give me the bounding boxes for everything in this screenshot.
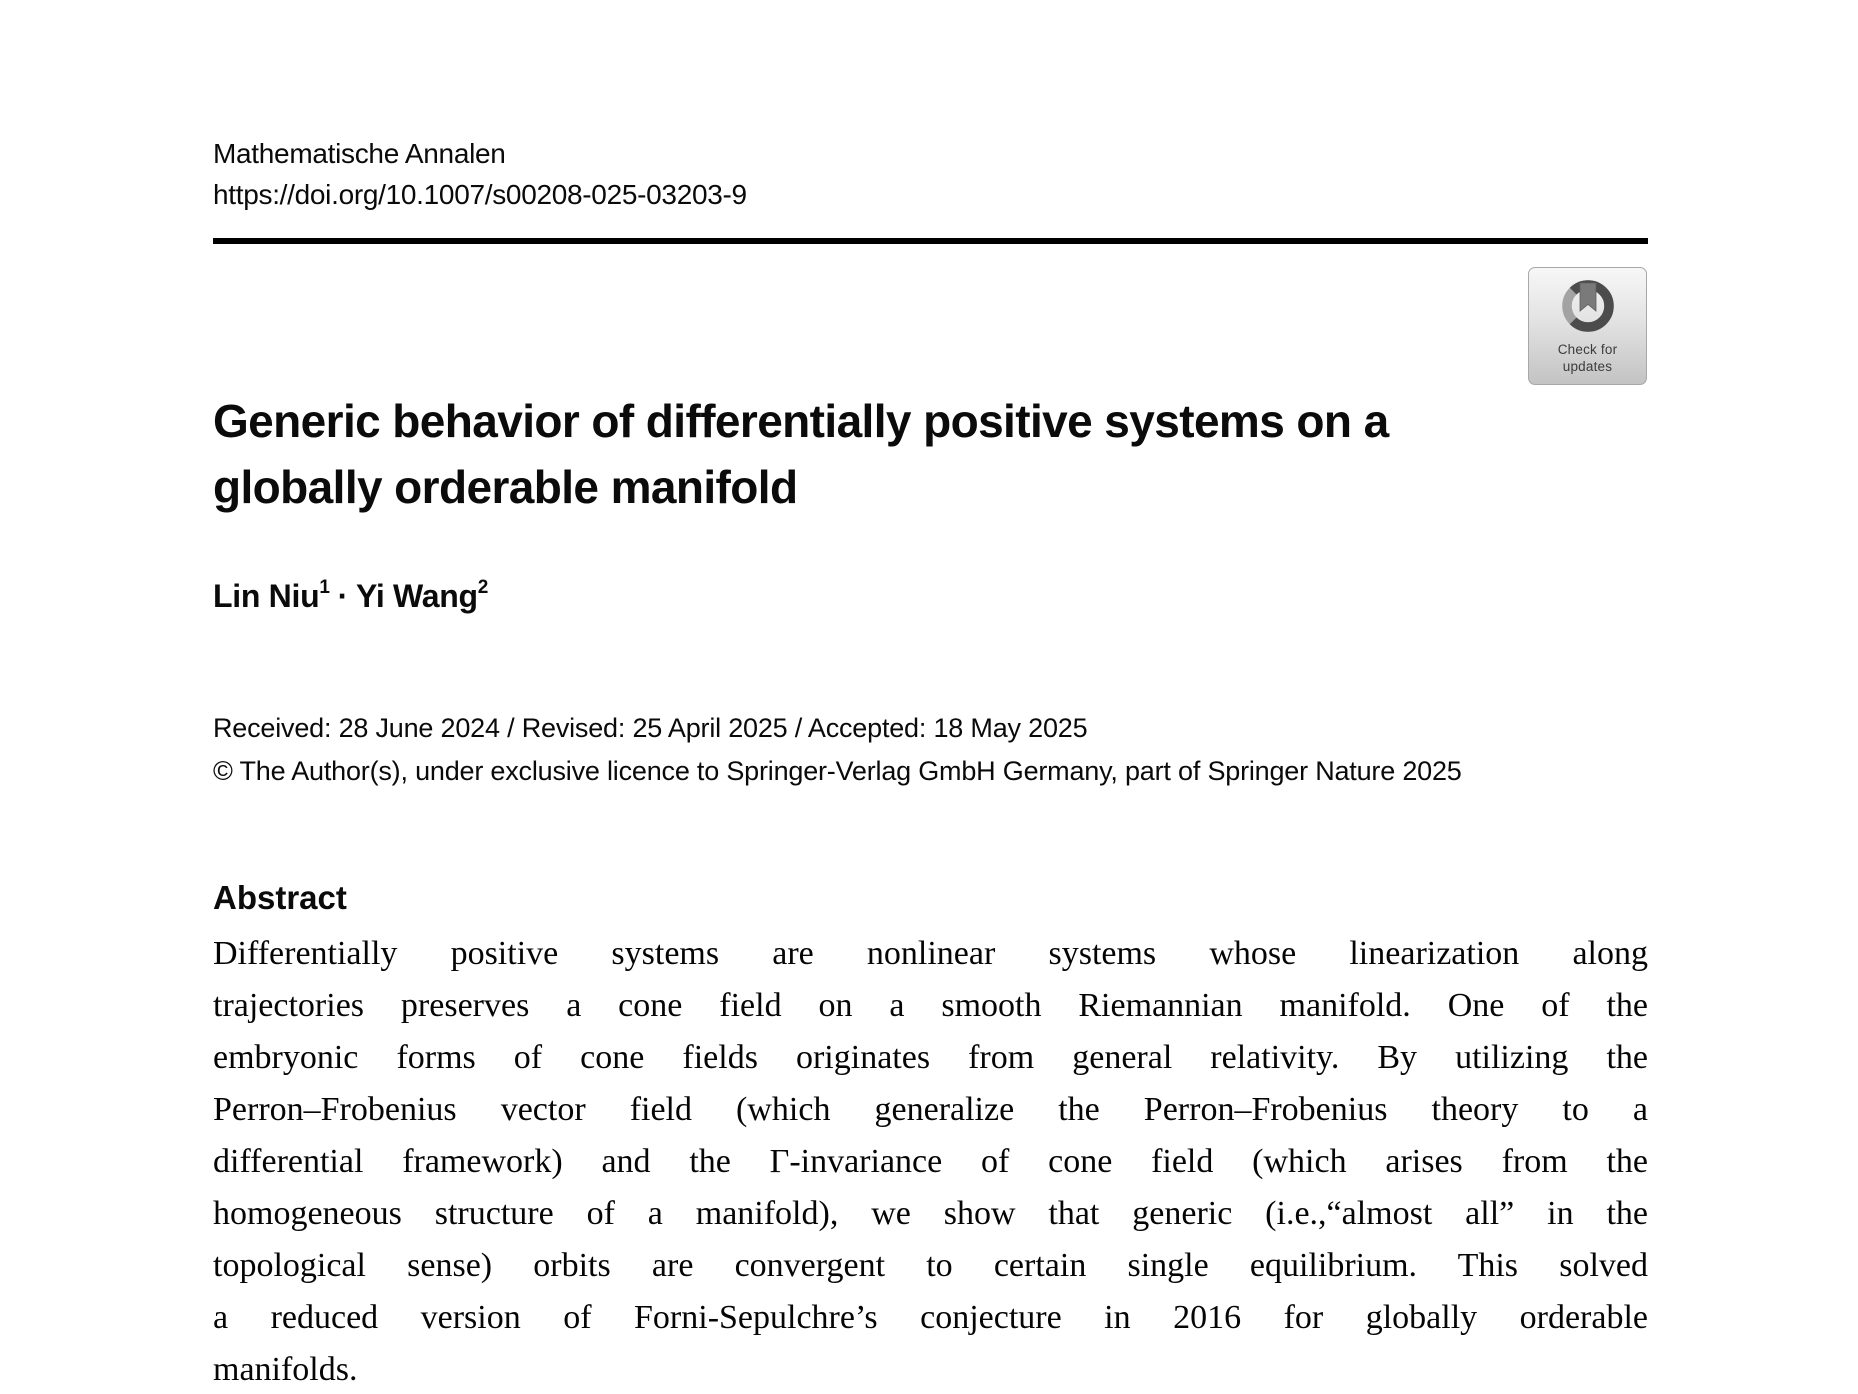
author-1-name: Lin Niu	[213, 578, 320, 614]
author-2	[356, 578, 488, 614]
doi-link[interactable]: https://doi.org/10.1007/s00208-025-03203-9	[213, 179, 747, 210]
author-1-affiliation-sup: 1	[319, 577, 330, 599]
author-1	[213, 578, 330, 614]
abstract-line: Perron–Frobenius vector field (which generalize the Perron–Frobenius theory to a	[213, 1091, 1648, 1128]
article-title-line-2: globally orderable manifold	[213, 461, 798, 513]
article-meta	[213, 707, 1462, 793]
check-for-updates-badge[interactable]	[1528, 267, 1647, 385]
abstract-line: embryonic forms of cone fields originates from general relativity. By utilizing the	[213, 1039, 1648, 1076]
abstract-line: homogeneous structure of a manifold), we show that generic (i.e.,“almost all” in the	[213, 1195, 1648, 1232]
abstract-line: a reduced version of Forni-Sepulchre’s conjecture in 2016 for globally orderable	[213, 1299, 1648, 1336]
author-list	[213, 578, 488, 615]
abstract-body	[213, 928, 1648, 1394]
abstract-line: Differentially positive systems are nonlinear systems whose linearization along	[213, 935, 1648, 972]
copyright-line: © The Author(s), under exclusive licence to Springer-Verlag GmbH Germany, part of Springer Nature 2025	[213, 756, 1462, 786]
header-rule	[213, 238, 1648, 244]
journal-name: Mathematische Annalen	[213, 138, 506, 169]
crossmark-logo-icon	[1556, 275, 1620, 337]
author-2-name: Yi Wang	[355, 578, 478, 614]
abstract-line: trajectories preserves a cone field on a smooth Riemannian manifold. One of the	[213, 987, 1648, 1024]
author-separator: ·	[337, 578, 348, 614]
abstract-line: manifolds.	[213, 1351, 358, 1388]
author-2-affiliation-sup: 2	[477, 577, 488, 599]
article-title	[213, 388, 1389, 520]
article-title-line-1: Generic behavior of differentially positive systems on a	[213, 395, 1389, 447]
abstract-line: differential framework) and the Γ-invariance of cone field (which arises from the	[213, 1143, 1648, 1180]
abstract-line: topological sense) orbits are convergent to certain single equilibrium. This solved	[213, 1247, 1648, 1284]
crossmark-badge-label: Check for updates	[1557, 342, 1618, 374]
journal-header	[213, 133, 747, 215]
abstract-heading: Abstract	[213, 879, 347, 916]
article-history: Received: 28 June 2024 / Revised: 25 April 2025 / Accepted: 18 May 2025	[213, 713, 1088, 743]
